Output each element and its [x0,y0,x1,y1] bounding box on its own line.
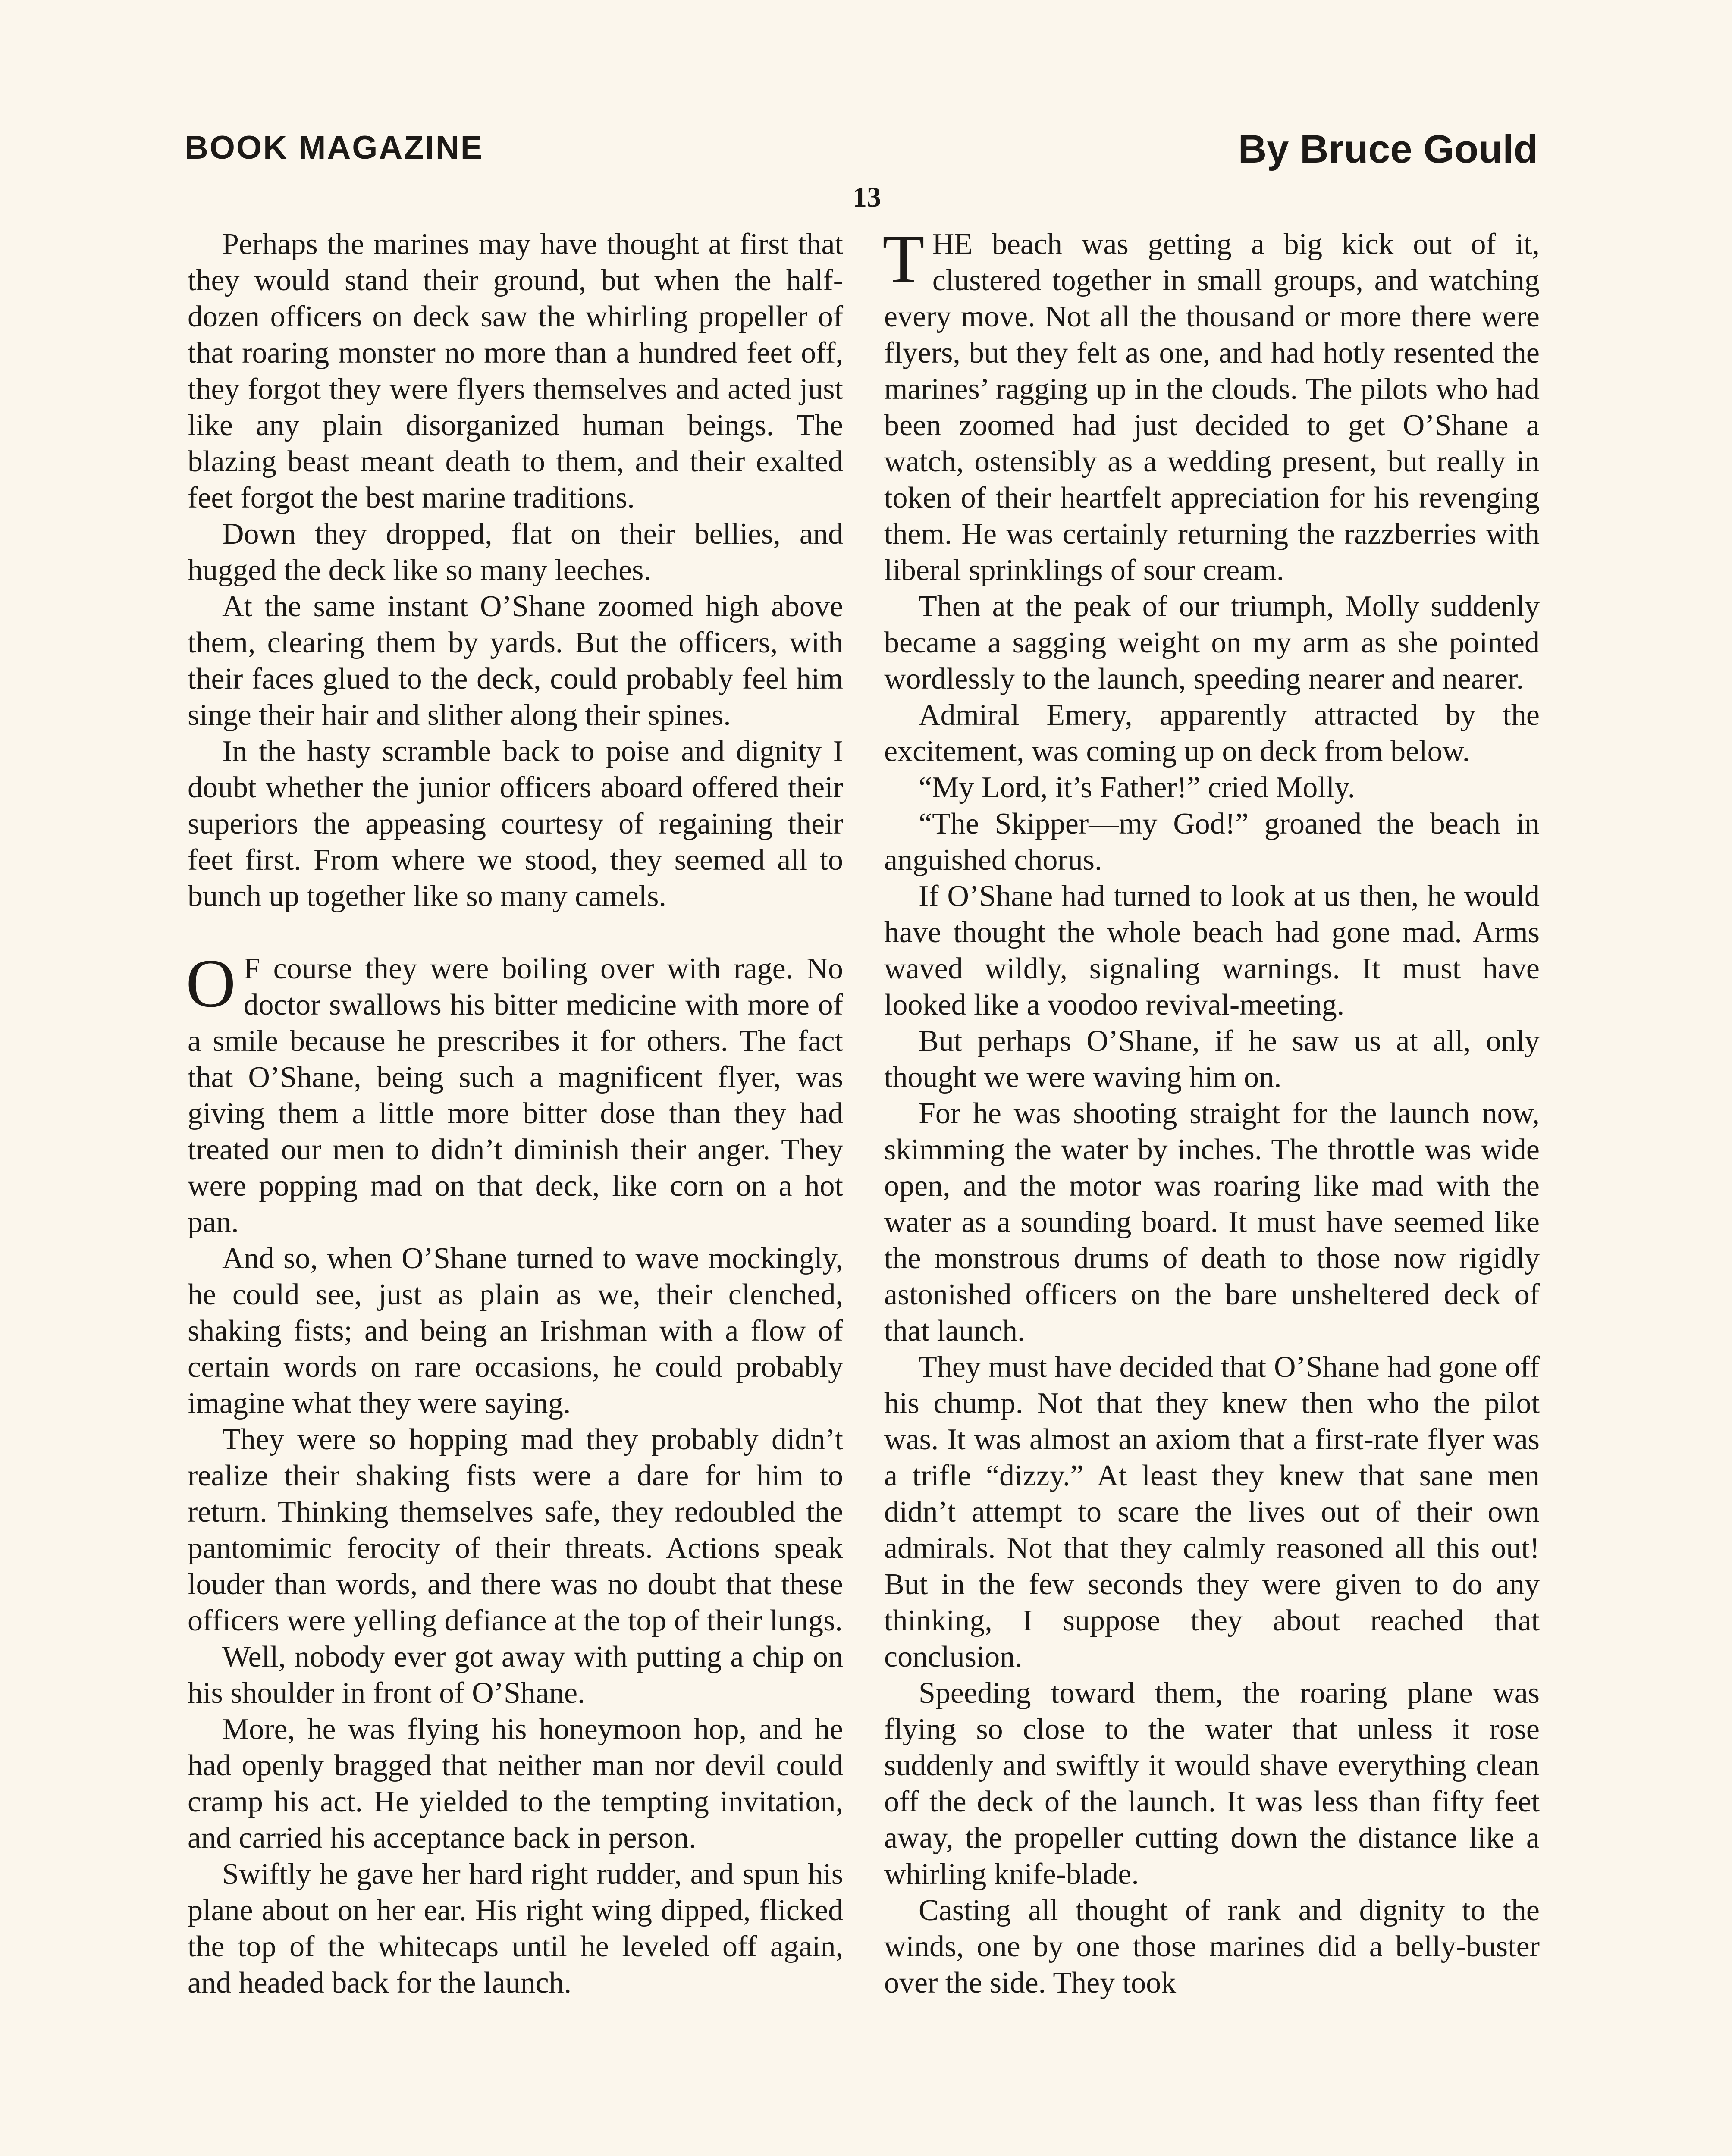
drop-cap: T [882,220,925,297]
paragraph: Then at the peak of our triumph, Molly suddenly became a sagging weight on my arm as she pointed wordlessly to the launch, speeding nearer and nearer. [884,590,1540,696]
paragraph: They were so hopping mad they probably didn’t realize their shaking fists were a dare for him to return. Thinking themselves safe, they redoubled the pantomimic ferocity of their threats. Actions speak louder than words, and there was no doubt that these officers were yelling defiance at the top of their lungs. [188,1423,843,1637]
paragraph: Speeding toward them, the roaring plane was flying so close to the water that unless it rose suddenly and swiftly it would shave everything clean off the deck of the launch. It was less than fifty feet away, the propeller cutting down the distance like a whirling knife-blade. [884,1677,1540,1891]
paragraph: Perhaps the marines may have thought at first that they would stand their ground, but when the half-dozen officers on deck saw the whirling propeller of that roaring monster no more than a hundred feet off, they forgot they were flyers themselves and acted just like any plain disorganized human beings. The blazing beast meant death to them, and their exalted feet forgot the best marine traditions. [188,228,843,514]
paragraph: Casting all thought of rank and dignity to the winds, one by one those marines did a belly-buster over the side. They took [884,1894,1540,1999]
section-opening-paragraph [186,945,843,1241]
paragraph-text: F course they were boiling over with rage. No doctor swallows his bitter medicine with more of a smile because he prescribes it for others. The fact that O’Shane, being such a magnificent flyer, was giving them a little more bitter dose than they had treated our men to didn’t diminish their anger. They were popping mad on that deck, like corn on a hot pan. [188,952,843,1239]
author-byline: By Bruce Gould [1238,127,1538,171]
paragraph: For he was shooting straight for the launch now, skimming the water by inches. The throttle was wide open, and the motor was roaring like mad with the water as a sounding board. It must have seemed like the monstrous drums of death to those now rigidly astonished officers on the bare unsheltered deck of that launch. [884,1097,1540,1348]
paragraph: In the hasty scramble back to poise and dignity I doubt whether the junior officers aboard offered their superiors the appeasing courtesy of regaining their feet first. From where we stood, they seemed all to bunch up together like so many camels. [188,735,843,913]
paragraph: Swiftly he gave her hard right rudder, and spun his plane about on her ear. His right wing dipped, flicked the top of the whitecaps until he leveled off again, and headed back for the launch. [188,1858,843,1999]
paragraph: “The Skipper—my God!” groaned the beach in anguished chorus. [884,807,1540,877]
paragraph: But perhaps O’Shane, if he saw us at all, only thought we were waving him on. [884,1025,1540,1094]
paragraph: They must have decided that O’Shane had gone off his chump. Not that they knew then who the pilot was. It was almost an axiom that a first-rate flyer was a trifle “dizzy.” At least they knew that sane men didn’t attempt to scare the lives out of their own admirals. Not that they calmly reasoned all this out! But in the few seconds they were given to do any thinking, I suppose they about reached that conclusion. [884,1351,1540,1673]
paragraph: And so, when O’Shane turned to wave mockingly, he could see, just as plain as we, their clenched, shaking fists; and being an Irishman with a flow of certain words on rare occasions, he could probably imagine what they were saying. [188,1242,843,1420]
left-column [188,226,843,2001]
paragraph: “My Lord, it’s Father!” cried Molly. [919,771,1355,804]
paragraph: At the same instant O’Shane zoomed high above them, clearing them by yards. But the officers, with their faces glued to the deck, could probably feel him singe their hair and slither along their spines. [188,590,843,732]
paragraph: Admiral Emery, apparently attracted by the excitement, was coming up on deck from below. [884,699,1540,768]
drop-cap: O [186,945,236,1022]
paragraph: Down they dropped, flat on their bellies, and hugged the deck like so many leeches. [188,517,843,587]
section-opening-paragraph [882,220,1540,589]
right-column [882,220,1540,2001]
paragraph: If O’Shane had turned to look at us then, he would have thought the whole beach had gone mad. Arms waved wildly, signaling warnings. It must have looked like a voodoo revival-meeting. [884,880,1540,1022]
paragraph: Well, nobody ever got away with putting a chip on his shoulder in front of O’Shane. [188,1640,843,1710]
magazine-title: BOOK MAGAZINE [185,129,484,166]
page-number: 13 [853,182,881,213]
paragraph-text: HE beach was getting a big kick out of it, clustered together in small groups, and watching every move. Not all the thousand or more there were flyers, but they felt as one, and had hotly resented the marines’ ragging up in the clouds. The pilots who had been zoomed had just decided to get O’Shane a watch, ostensibly as a wedding present, but really in token of their heartfelt appreciation for his revenging them. He was certainly returning the razzberries with liberal sprinklings of sour cream. [884,228,1540,587]
paragraph: More, he was flying his honeymoon hop, and he had openly bragged that neither man nor devil could cramp his act. He yielded to the tempting invitation, and carried his acceptance back in person. [188,1713,843,1855]
